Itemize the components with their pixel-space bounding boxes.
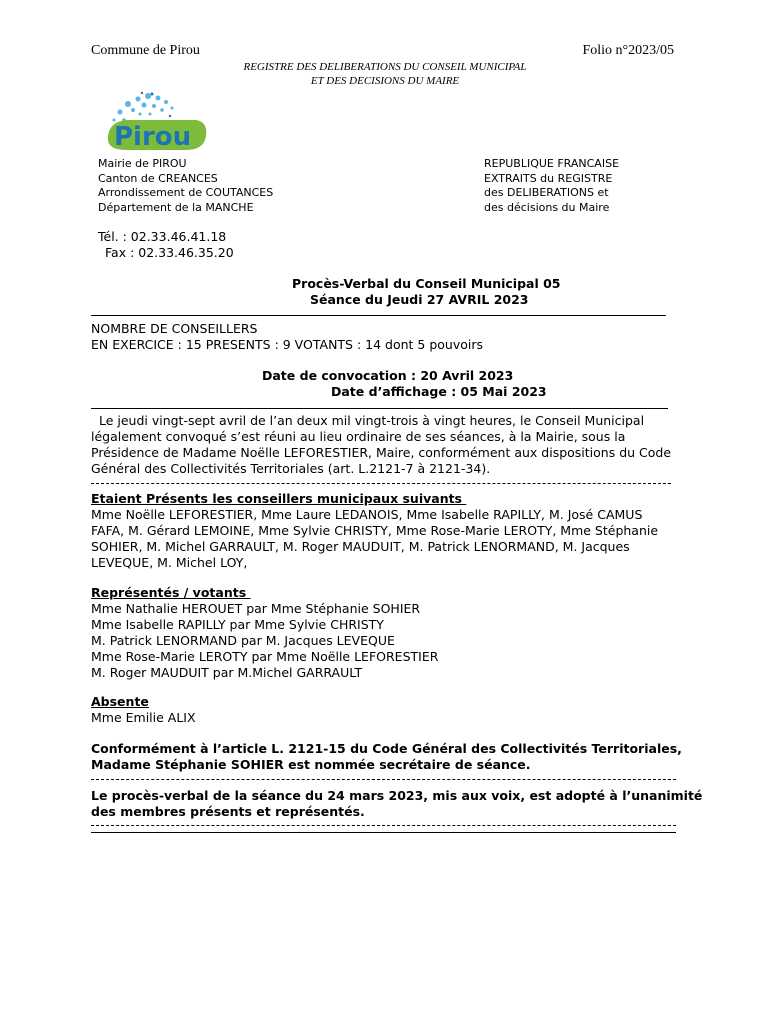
secretaire-line: Conformément à l’article L. 2121-15 du Code Général des Collectivités Territoriales, bbox=[91, 741, 682, 756]
conseillers-count-label: NOMBRE DE CONSEILLERS bbox=[91, 321, 258, 336]
intro-line: Général des Collectivités Territoriales (art. L.2121-7 à 2121-34). bbox=[91, 461, 491, 476]
separator-line bbox=[91, 832, 676, 833]
affichage-date: Date d’affichage : 05 Mai 2023 bbox=[331, 384, 547, 399]
intro-line: légalement convoqué s’est réuni au lieu ordinaire de ses séances, à la Mairie, sous la bbox=[91, 429, 626, 444]
republique-block bbox=[484, 157, 619, 215]
representes-list bbox=[91, 601, 681, 681]
intro-line: Présidence de Madame Noëlle LEFORESTIER, Maire, conformément aux dispositions du Code bbox=[91, 445, 672, 460]
session-title: Procès-Verbal du Conseil Municipal 05 bbox=[292, 276, 561, 291]
republique-line: EXTRAITS du REGISTRE bbox=[484, 171, 613, 185]
mairie-line: Département de la MANCHE bbox=[98, 200, 254, 214]
representes-line: Mme Isabelle RAPILLY par Mme Sylvie CHRISTY bbox=[91, 617, 384, 632]
mairie-line: Canton de CREANCES bbox=[98, 171, 218, 185]
representes-heading: Représentés / votants bbox=[91, 585, 251, 600]
adoption-line: Le procès-verbal de la séance du 24 mars 2023, mis aux voix, est adopté à l’unanimité bbox=[91, 788, 703, 803]
mairie-line: Arrondissement de COUTANCES bbox=[98, 186, 274, 199]
register-title-line2: ET DES DECISIONS DU MAIRE bbox=[310, 75, 460, 87]
presents-line: Mme Noëlle LEFORESTIER, Mme Laure LEDANOIS, Mme Isabelle RAPILLY, M. José CAMUS bbox=[91, 507, 643, 522]
representes-line: Mme Rose-Marie LEROTY par Mme Noëlle LEFORESTIER bbox=[91, 649, 439, 664]
mairie-block bbox=[98, 157, 273, 215]
secretaire-line: Madame Stéphanie SOHIER est nommée secrétaire de séance. bbox=[91, 757, 531, 772]
phone-number: Tél. : 02.33.46.41.18 bbox=[98, 229, 227, 244]
presents-line: SOHIER, M. Michel GARRAULT, M. Roger MAUDUIT, M. Patrick LENORMAND, M. Jacques bbox=[91, 539, 630, 554]
dashed-separator bbox=[91, 483, 671, 484]
pirou-logo-graphic bbox=[100, 90, 212, 156]
dashed-separator bbox=[91, 825, 676, 826]
representes-line: Mme Nathalie HEROUET par Mme Stéphanie SOHIER bbox=[91, 601, 421, 616]
absente-name: Mme Emilie ALIX bbox=[91, 710, 196, 725]
commune-name: Commune de Pirou bbox=[91, 43, 200, 58]
presents-line: FAFA, M. Gérard LEMOINE, Mme Sylvie CHRISTY, Mme Rose-Marie LEROTY, Mme Stéphanie bbox=[91, 523, 659, 538]
presents-heading: Etaient Présents les conseillers municipaux suivants bbox=[91, 491, 467, 506]
republique-line: des DELIBERATIONS et bbox=[484, 186, 609, 199]
republique-line: des décisions du Maire bbox=[484, 200, 610, 214]
folio-number: Folio n°2023/05 bbox=[582, 43, 674, 58]
secretaire-paragraph bbox=[91, 741, 681, 773]
absente-heading: Absente bbox=[91, 694, 149, 709]
intro-line: Le jeudi vingt-sept avril de l’an deux mil vingt-trois à vingt heures, le Conseil Municipal bbox=[91, 413, 645, 428]
presents-list bbox=[91, 507, 681, 571]
separator-line bbox=[91, 408, 668, 409]
conseillers-count: EN EXERCICE : 15 PRESENTS : 9 VOTANTS : 14 dont 5 pouvoirs bbox=[91, 337, 484, 352]
separator-line bbox=[91, 315, 666, 316]
adoption-paragraph bbox=[91, 788, 703, 820]
mairie-line: Mairie de PIROU bbox=[98, 157, 187, 170]
adoption-line: des membres présents et représentés. bbox=[91, 804, 365, 819]
representes-line: M. Patrick LENORMAND par M. Jacques LEVEQUE bbox=[91, 633, 395, 648]
convocation-date: Date de convocation : 20 Avril 2023 bbox=[262, 368, 514, 383]
intro-paragraph bbox=[91, 413, 681, 477]
presents-line: LEVEQUE, M. Michel LOY, bbox=[91, 555, 248, 570]
representes-line: M. Roger MAUDUIT par M.Michel GARRAULT bbox=[91, 665, 363, 680]
dashed-separator bbox=[91, 779, 676, 780]
register-title-line1: REGISTRE DES DELIBERATIONS DU CONSEIL MUNICIPAL bbox=[243, 61, 527, 73]
republique-line: REPUBLIQUE FRANCAISE bbox=[484, 157, 620, 170]
logo-wordmark: Pirou bbox=[114, 122, 192, 152]
pirou-logo bbox=[100, 90, 212, 156]
fax-number: Fax : 02.33.46.35.20 bbox=[105, 245, 234, 260]
session-date: Séance du Jeudi 27 AVRIL 2023 bbox=[310, 292, 529, 307]
